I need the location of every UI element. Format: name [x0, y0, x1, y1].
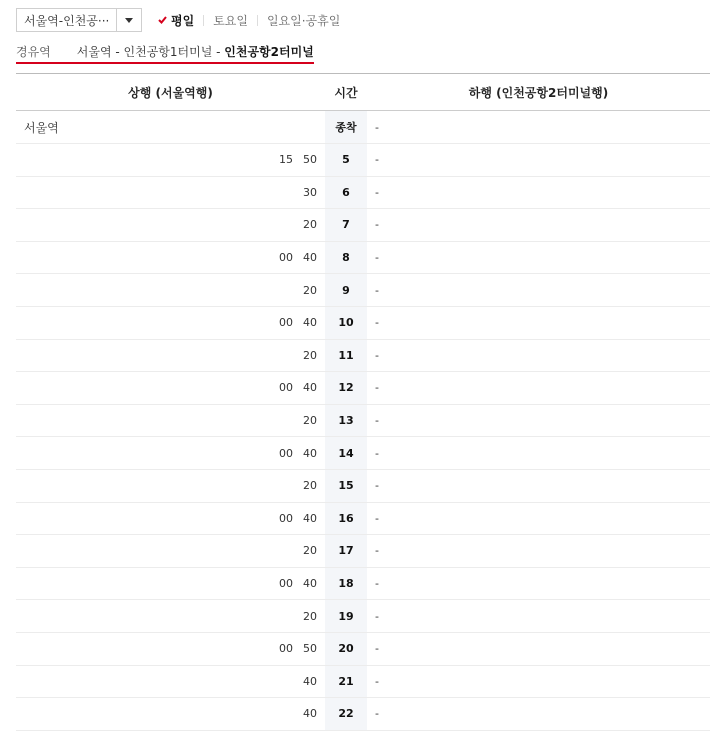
up-times [16, 209, 325, 242]
up-times [16, 665, 325, 698]
up-times [16, 469, 325, 502]
table-row [16, 209, 710, 242]
hour-cell: 5 [325, 144, 367, 177]
up-minute: 30 [303, 185, 317, 199]
up-times [16, 632, 325, 665]
down-times: - [367, 698, 710, 731]
top-controls [16, 8, 349, 32]
hour-cell: 22 [325, 698, 367, 731]
table-row [16, 274, 710, 307]
up-times [16, 567, 325, 600]
up-minute: 40 [303, 446, 317, 460]
header-down: 하행 (인천공항2터미널행) [367, 74, 710, 111]
up-minute: 20 [303, 348, 317, 362]
hour-cell: 20 [325, 632, 367, 665]
hour-cell: 14 [325, 437, 367, 470]
down-times: - [367, 535, 710, 568]
header-up: 상행 (서울역행) [16, 74, 325, 111]
up-times [16, 600, 325, 633]
table-row [16, 144, 710, 177]
table-row [16, 665, 710, 698]
down-times: - [367, 144, 710, 177]
up-minute: 00 [279, 642, 293, 656]
header-hour: 시간 [325, 74, 367, 111]
up-minute: 00 [279, 316, 293, 330]
table-row [16, 632, 710, 665]
down-times: - [367, 632, 710, 665]
check-icon [158, 16, 167, 24]
up-minute: 00 [279, 381, 293, 395]
route-info [16, 40, 314, 64]
up-minute: 00 [279, 577, 293, 591]
hour-cell: 15 [325, 469, 367, 502]
down-times: - [367, 209, 710, 242]
down-times: - [367, 111, 710, 144]
down-times: - [367, 469, 710, 502]
up-minute: 00 [279, 511, 293, 525]
down-times: - [367, 274, 710, 307]
up-minute: 00 [279, 251, 293, 265]
route-path [77, 43, 314, 60]
up-times [16, 372, 325, 405]
up-minute: 50 [303, 153, 317, 167]
down-times: - [367, 176, 710, 209]
down-times: - [367, 437, 710, 470]
table-row [16, 176, 710, 209]
up-times [16, 241, 325, 274]
up-minute: 40 [303, 707, 317, 721]
up-minute: 20 [303, 479, 317, 493]
up-minute: 40 [303, 577, 317, 591]
table-row [16, 372, 710, 405]
hour-cell: 21 [325, 665, 367, 698]
table-row [16, 111, 710, 144]
up-times [16, 339, 325, 372]
up-times [16, 176, 325, 209]
hour-cell: 19 [325, 600, 367, 633]
route-info-label: 경유역 [16, 44, 51, 59]
up-minute: 40 [303, 316, 317, 330]
table-row [16, 404, 710, 437]
down-times: - [367, 241, 710, 274]
table-row [16, 469, 710, 502]
up-minute: 20 [303, 283, 317, 297]
timetable [16, 73, 710, 731]
up-minute: 20 [303, 544, 317, 558]
up-minute: 20 [303, 609, 317, 623]
up-times [16, 404, 325, 437]
tab-weekday[interactable] [158, 12, 203, 29]
hour-cell: 9 [325, 274, 367, 307]
up-minute: 20 [303, 218, 317, 232]
table-row [16, 698, 710, 731]
route-select-value: 서울역-인천공··· [24, 13, 110, 28]
table-row [16, 306, 710, 339]
table-row [16, 600, 710, 633]
hour-cell: 6 [325, 176, 367, 209]
day-tabs [158, 12, 349, 29]
hour-cell: 17 [325, 535, 367, 568]
origin-station: 서울역 [16, 111, 325, 144]
up-times [16, 437, 325, 470]
up-times [16, 535, 325, 568]
up-minute: 50 [303, 642, 317, 656]
table-row [16, 437, 710, 470]
down-times: - [367, 404, 710, 437]
hour-cell: 16 [325, 502, 367, 535]
timetable-header [16, 74, 710, 111]
table-row [16, 339, 710, 372]
table-row [16, 502, 710, 535]
up-times [16, 274, 325, 307]
tab-saturday[interactable]: 토요일 [213, 13, 248, 28]
hour-cell: 13 [325, 404, 367, 437]
up-minute: 40 [303, 511, 317, 525]
down-times: - [367, 339, 710, 372]
chevron-down-icon [125, 18, 133, 23]
up-times [16, 144, 325, 177]
down-times: - [367, 600, 710, 633]
up-times [16, 698, 325, 731]
hour-cell: 18 [325, 567, 367, 600]
up-times [16, 306, 325, 339]
up-minute: 40 [303, 381, 317, 395]
up-minute: 40 [303, 251, 317, 265]
down-times: - [367, 502, 710, 535]
up-minute: 00 [279, 446, 293, 460]
down-times: - [367, 372, 710, 405]
up-minute: 40 [303, 674, 317, 688]
hour-cell: 7 [325, 209, 367, 242]
up-minute: 20 [303, 414, 317, 428]
route-select-button[interactable] [116, 9, 141, 31]
table-row [16, 241, 710, 274]
up-minute: 15 [279, 153, 293, 167]
tab-weekday-label: 평일 [171, 13, 195, 28]
hour-cell: 10 [325, 306, 367, 339]
down-times: - [367, 567, 710, 600]
tab-sunday-holiday[interactable]: 일요일·공휴일 [266, 13, 341, 28]
down-times: - [367, 665, 710, 698]
hour-cell: 12 [325, 372, 367, 405]
up-times [16, 502, 325, 535]
table-row [16, 567, 710, 600]
hour-cell: 8 [325, 241, 367, 274]
down-times: - [367, 306, 710, 339]
terminal-label: 종착 [325, 111, 367, 144]
route-path-stations: 서울역 - 인천공항1터미널 - [76, 44, 225, 59]
table-row [16, 535, 710, 568]
route-path-destination: 인천공항2터미널 [224, 44, 314, 59]
route-select[interactable] [16, 8, 142, 32]
hour-cell: 11 [325, 339, 367, 372]
